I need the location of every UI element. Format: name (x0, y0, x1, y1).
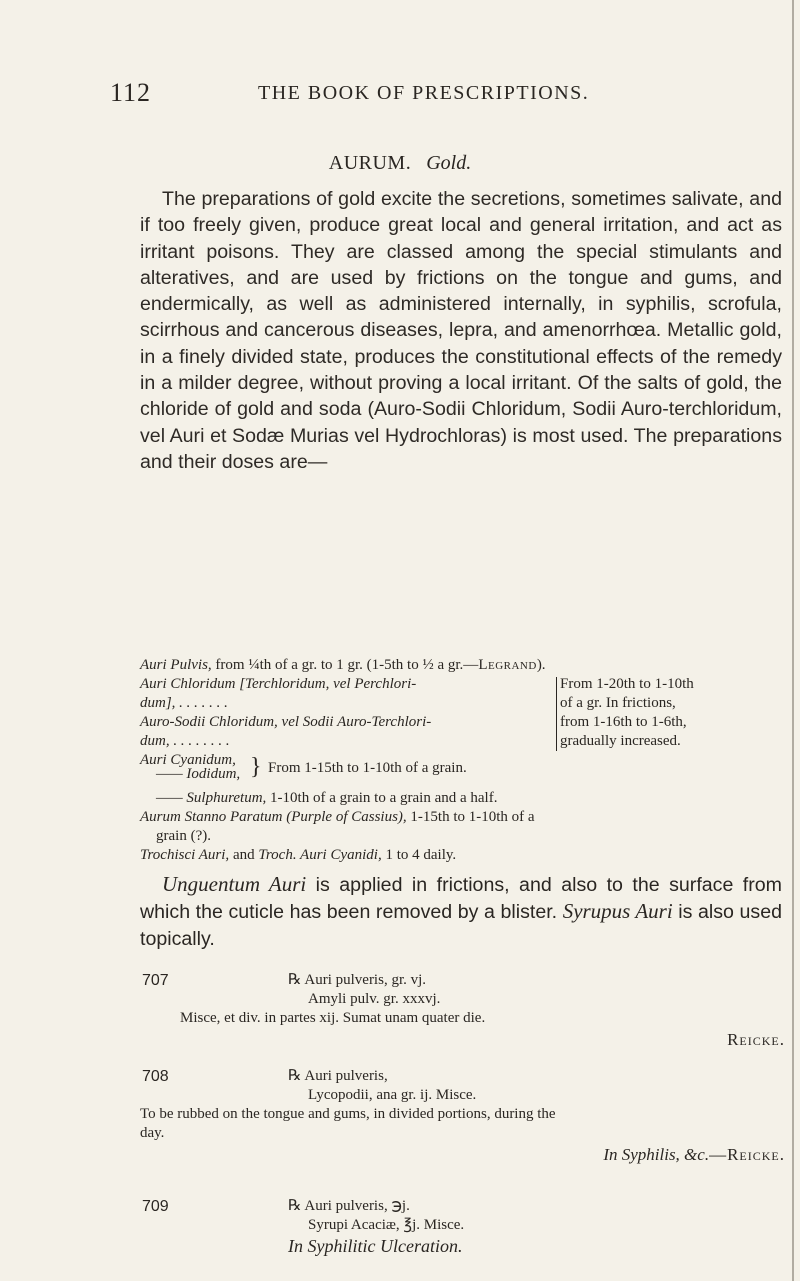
unguentum-paragraph (140, 871, 782, 952)
brace-dose-1: From 1-20th to 1-10th (560, 676, 694, 692)
prescription-line: Amyli pulv. gr. xxxvj. (308, 991, 441, 1007)
prep-auro-sodii-cont-text: dum, . . . . . . . . (140, 733, 230, 749)
prescription-708 (140, 1067, 785, 1167)
intro-paragraph (140, 186, 782, 475)
prescription-number: 708 (142, 1068, 169, 1085)
prescription-709 (140, 1197, 785, 1257)
prep-chloridum-alt: [Terchloridum, vel Perchlori- (235, 676, 417, 692)
prep-pulvis-name: Auri Pulvis, (140, 657, 212, 673)
page-number: 112 (110, 78, 152, 107)
prep-sulph-dose: 1-10th of a grain to a grain and a half. (266, 790, 498, 806)
prep-cyanidum-name: Auri Cyanidum, (140, 752, 236, 768)
book-title: THE BOOK OF PRESCRIPTIONS. (258, 82, 590, 104)
prescription-condition (140, 1143, 785, 1167)
prescription-line: day. (140, 1125, 165, 1141)
prescription-number: 707 (142, 972, 169, 989)
intro-text: The preparations of gold excite the secretions, sometimes salivate, and if too freely given, produce great local and general irritation, and act as irritant poisons. They are classed among the special stimulants and alteratives, and are used by frictions on the tongue and gums, and endermically, as well as administered internally, in syphilis, scrofula, scirrhous and cancerous diseases, lepra, and amenorrhœa. Metallic gold, in a finely divided state, produces the constitutional effects of the remedy in a milder degree, without proving a local irritant. Of the salts of gold, the chloride of gold and soda (Auro-Sodii Chloridum, Sodii Auro-terchloridum, vel Auri et Sodæ Murias vel Hydrochloras) is most used. The preparations and their doses are— (140, 188, 782, 473)
prep-pulvis-source: Legrand (478, 657, 537, 673)
prep-pulvis (140, 656, 785, 675)
prep-stanno-name: Aurum Stanno Paratum (Purple of Cassius), (140, 809, 407, 825)
prep-troch-dose: 1 to 4 daily. (381, 847, 457, 863)
prep-chloridum-cont-text: dum], . . . . . . . (140, 695, 228, 711)
prep-troch-name1: Trochisci Auri, (140, 847, 230, 863)
brace-dose-3: from 1-16th to 1-6th, (560, 714, 687, 730)
prep-sulph-name: —— Sulphuretum, (156, 790, 267, 806)
brace-dose-block (560, 675, 790, 751)
prep-stanno (140, 808, 785, 827)
prescription-line: Misce, et div. in partes xij. Sumat unam quater die. (180, 1010, 486, 1026)
running-head (110, 78, 670, 108)
prep-stanno-cont (140, 827, 785, 846)
prep-iodidum-name: —— Iodidum, (156, 766, 241, 782)
prep-trochisci (140, 846, 785, 865)
prescription-condition-text: In Syphilis, &c. (603, 1145, 710, 1164)
prescription-author: —Reicke. (709, 1145, 785, 1164)
section-title-latin: AURUM. (328, 152, 412, 174)
unguentum-text (140, 871, 782, 952)
prescription-condition: In Syphilitic Ulceration. (288, 1236, 463, 1256)
brace-divider (546, 677, 557, 751)
prep-cyanidum-dose: From 1-15th to 1-10th of a grain. (268, 760, 467, 776)
prescription-line: Syrupi Acaciæ, ℥j. Misce. (308, 1217, 465, 1233)
page-edge-shadow (792, 0, 794, 1281)
syrupus-name: Syrupus Auri (562, 899, 673, 924)
prep-stanno-cont-text: grain (?). (156, 828, 211, 844)
prescription-author: Reicke. (727, 1030, 785, 1049)
prep-pulvis-dose: from ¼th of a gr. to 1 gr. (1-5th to ½ a gr.— (211, 657, 479, 673)
prescription-707 (140, 971, 785, 1052)
prescription-line: To be rubbed on the tongue and gums, in divided portions, during the (140, 1106, 556, 1122)
brace-dose-2: of a gr. In frictions, (560, 695, 676, 711)
prep-auro-sodii-name: Auro-Sodii Chloridum, vel Sodii Auro-Terchlori- (140, 714, 432, 730)
prep-chloridum-name: Auri Chloridum (140, 676, 236, 692)
prep-troch-and: and (229, 847, 259, 863)
prescription-number: 709 (142, 1198, 169, 1215)
brace-small-icon: } (250, 754, 262, 780)
section-title (0, 152, 800, 175)
prep-sulphuretum (140, 789, 785, 808)
prescription-line: ℞ Auri pulveris, gr. vj. (288, 972, 427, 988)
prep-troch-name2: Troch. Auri Cyanidi, (258, 847, 382, 863)
section-title-gloss: Gold. (426, 152, 472, 174)
preparations-list (140, 656, 785, 865)
prep-cyanidum (140, 751, 785, 789)
unguentum-text-2: is also used topically. (140, 901, 783, 950)
brace-dose-4: gradually increased. (560, 733, 681, 749)
prescription-line: ℞ Auri pulveris, (288, 1068, 388, 1084)
prescription-line: ℞ Auri pulveris, ℈j. (288, 1198, 410, 1214)
unguentum-text-1: is applied in frictions, and also to the surface from which the cuticle has been removed by a blister. (140, 874, 782, 924)
prescription-line: Lycopodii, ana gr. ij. Misce. (308, 1087, 477, 1103)
prep-stanno-dose: 1-15th to 1-10th of a (406, 809, 535, 825)
unguentum-name: Unguentum Auri (162, 872, 307, 896)
prep-pulvis-end: ). (536, 657, 546, 673)
